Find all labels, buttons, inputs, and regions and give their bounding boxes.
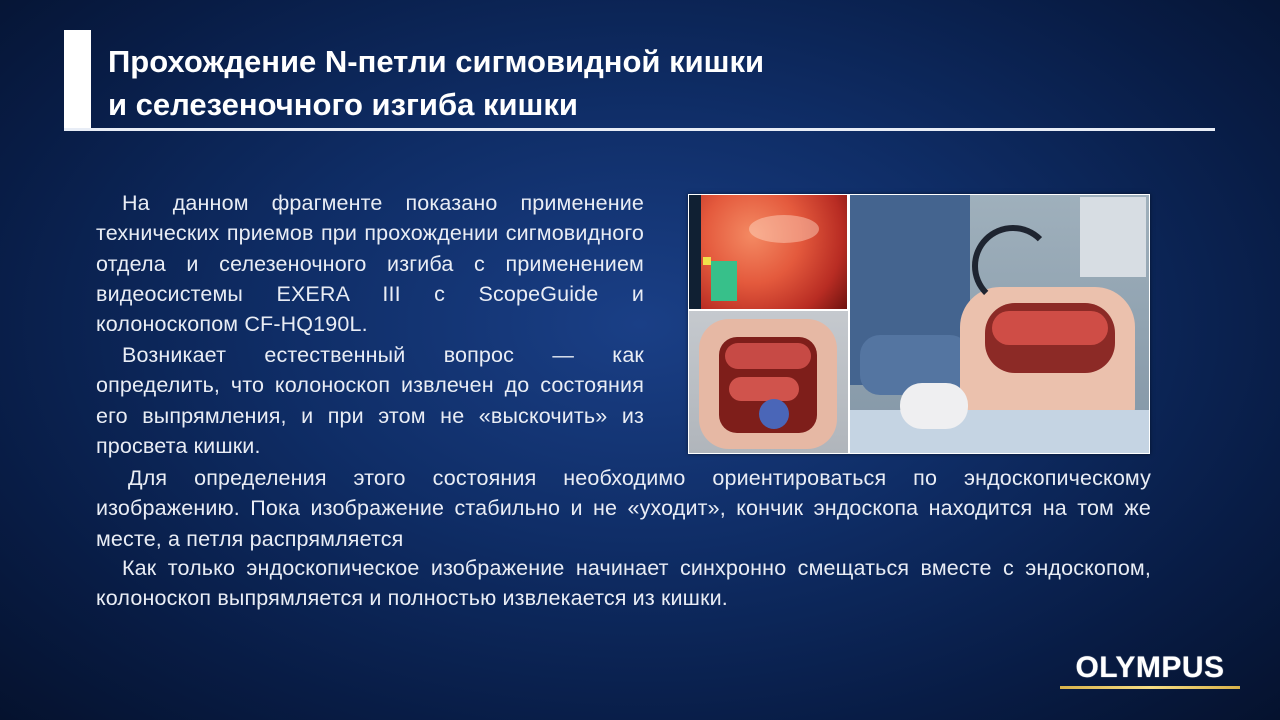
olympus-logo: OLYMPUS [1075, 651, 1225, 684]
procedure-photo [688, 194, 1150, 454]
model-bowel-lower [729, 377, 799, 401]
paragraph-intro: На данном фрагменте показано применение технических приемов при прохождении сигмовидного отдела и селезеночного изгиба с применением видеосистемы EXERA III с ScopeGuide и колоноскопом CF-HQ190L. [96, 191, 644, 337]
scope-position [759, 399, 789, 429]
slide-title [108, 40, 1008, 126]
paragraph-determination: Для определения этого состояния необходимо ориентироваться по эндоскопическому изображению. Пока изображение стабильно и не «уходит», кончик эндоскопа находится на том же месте, а петля распрямляется [96, 466, 1151, 551]
model-bowel-upper [725, 343, 811, 369]
paragraph-question: Возникает естественный вопрос — как определить, что колоноскоп извлечен до состояния его выпрямления, и при этом не «выскочить» из просвета кишки. [96, 343, 644, 458]
scopeguide-marker [711, 261, 737, 301]
scopeguide-indicator [703, 257, 711, 265]
title-divider [64, 128, 1215, 131]
operator-scene [850, 195, 1149, 453]
light-reflection [749, 215, 819, 243]
training-model-bowel [992, 311, 1108, 345]
endoscopic-image [689, 195, 847, 309]
colonoscope-tube [972, 225, 1054, 307]
monitor-frame [689, 195, 701, 309]
colon-model-closeup [689, 311, 848, 453]
title-accent-bar [64, 30, 91, 130]
title-line-1: Прохождение N-петли сигмовидной кишки [108, 44, 765, 79]
table-sheet [850, 410, 1149, 453]
paragraph-conclusion: Как только эндоскопическое изображение начинает синхронно смещаться вместе с эндоскопом, колоноскоп выпрямляется и полностью извлекается из кишки. [96, 556, 1151, 611]
gloved-hand [900, 383, 968, 429]
equipment-tower [1080, 197, 1146, 277]
title-line-2: и селезеночного изгиба кишки [108, 87, 578, 122]
logo-underline [1060, 686, 1240, 689]
